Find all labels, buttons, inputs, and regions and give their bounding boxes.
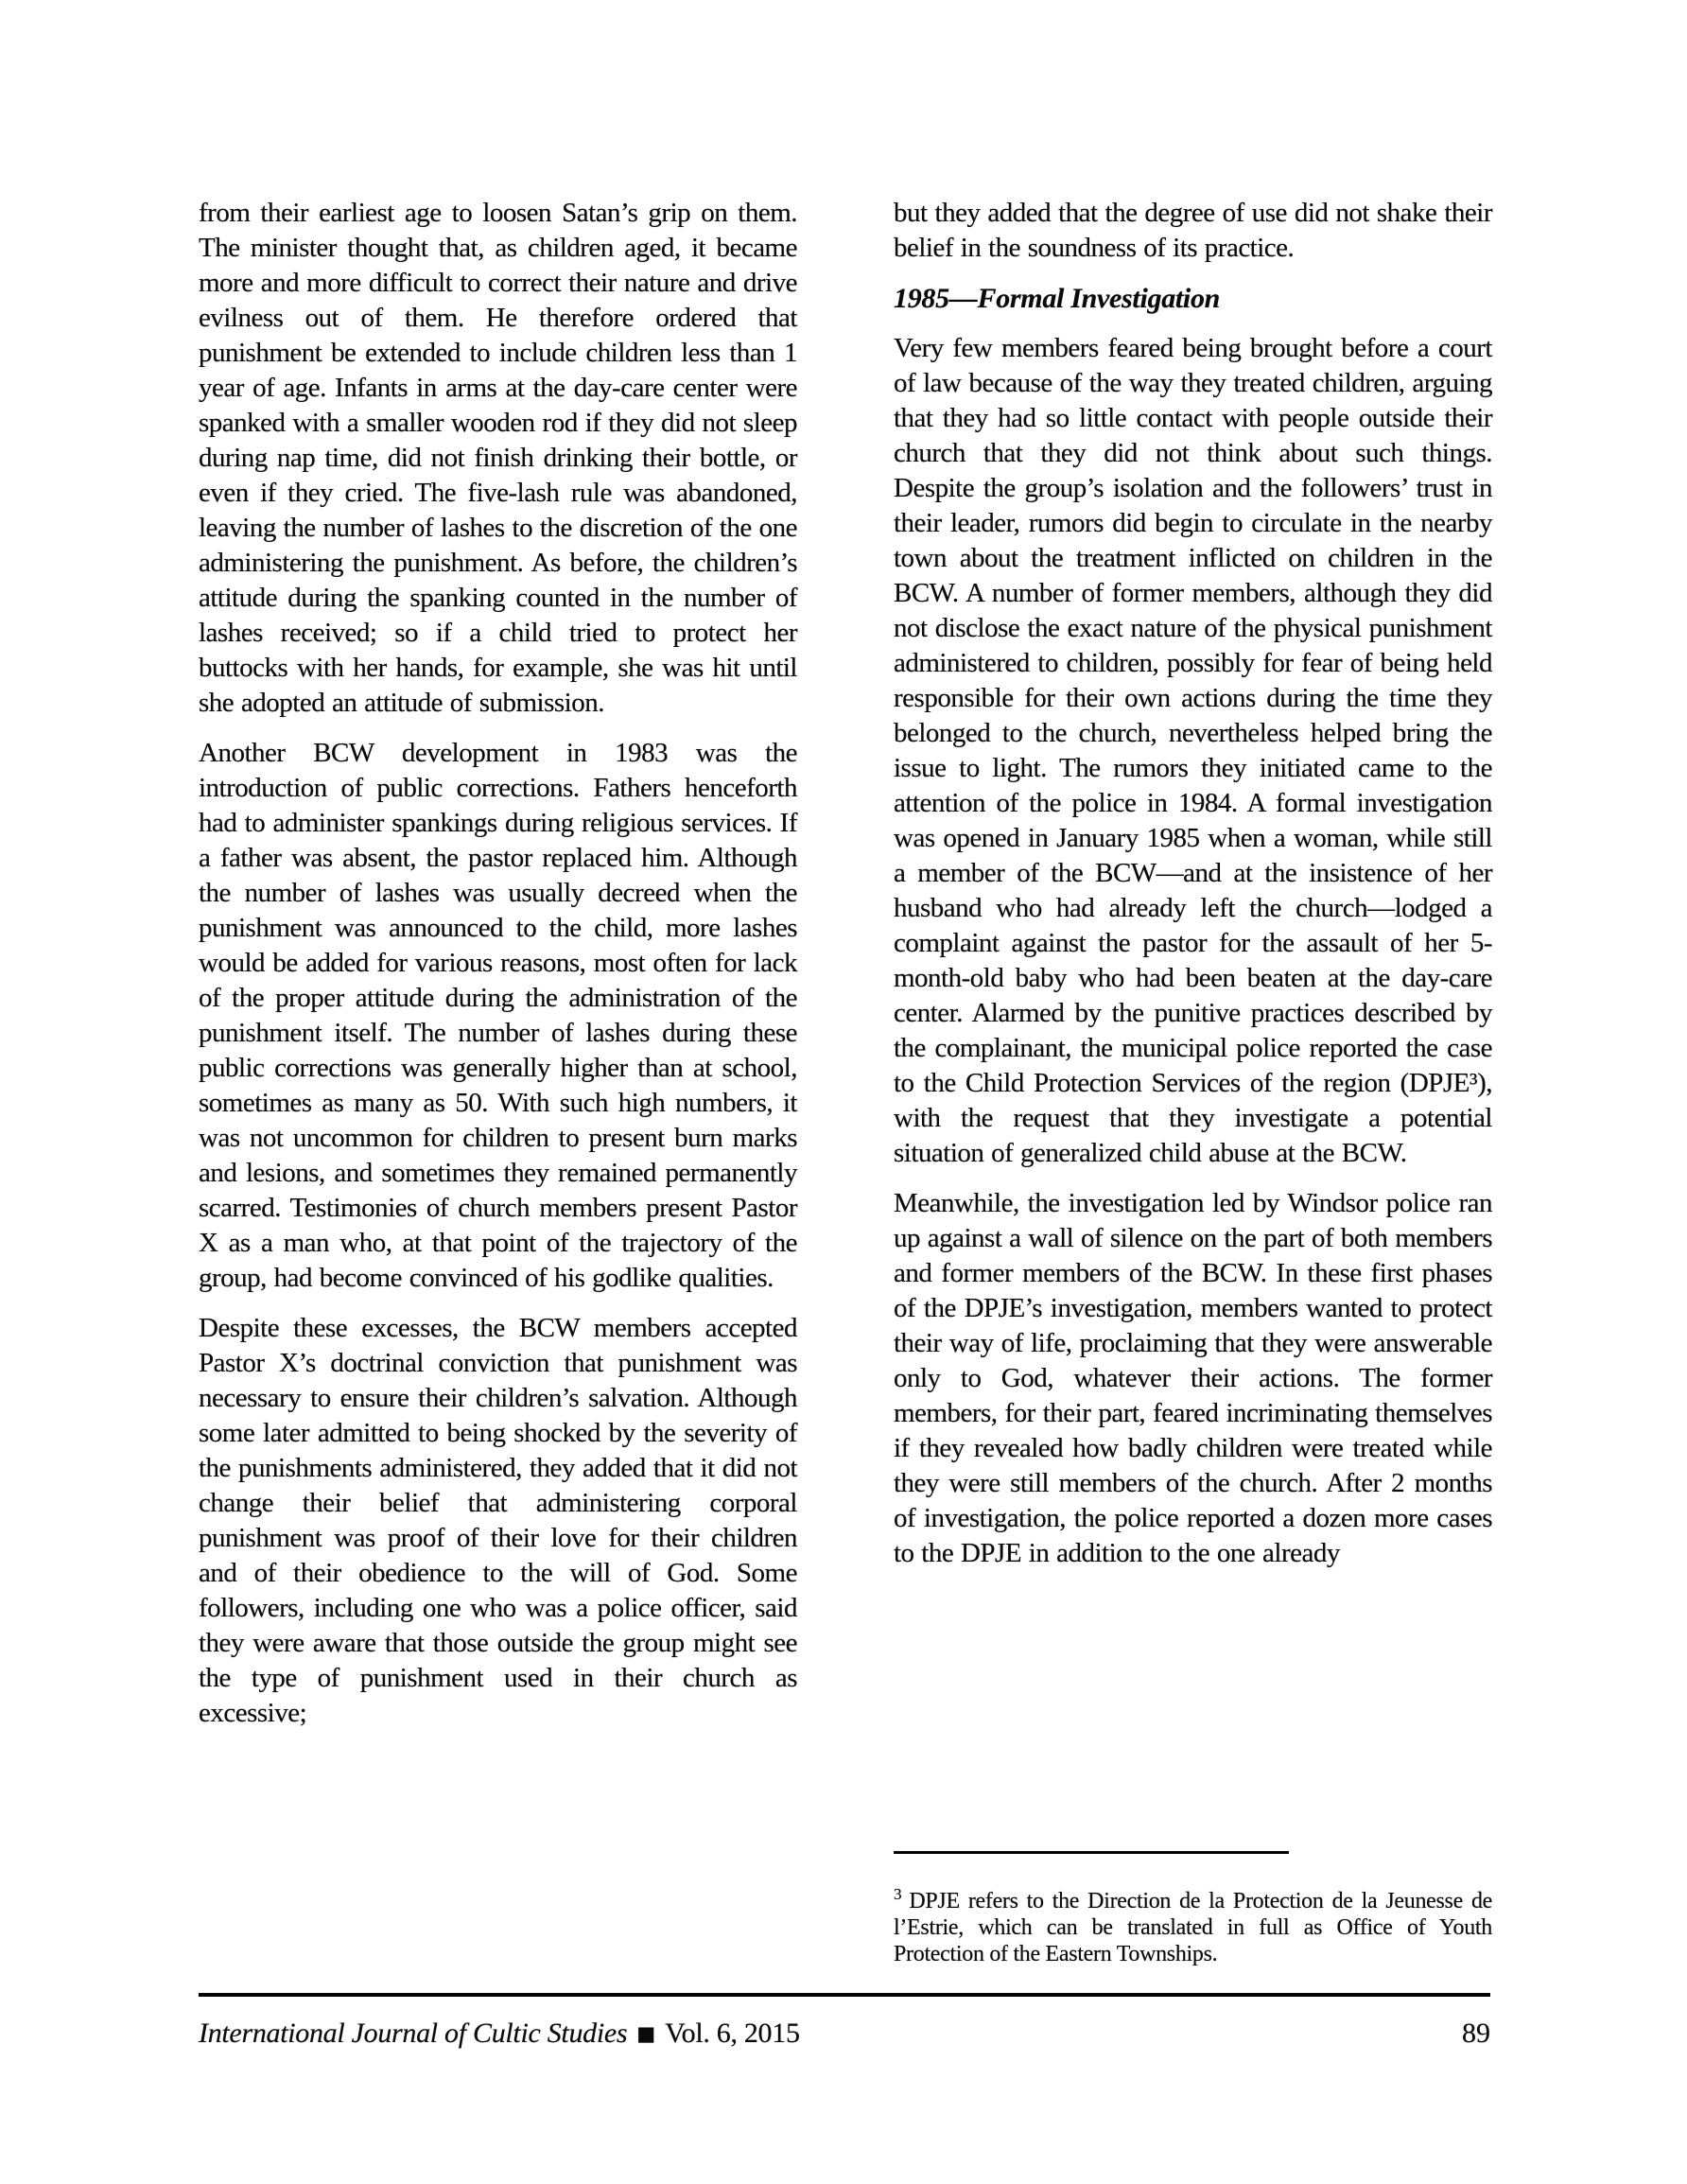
footnote-block (894, 1851, 1492, 1967)
paragraph: from their earliest age to loosen Satan’s grip on them. The minister thought that, as children aged, it became more and more difficult to correct their nature and drive evilness out of them. He therefore ordered that punishment be extended to include children less than 1 year of age. Infants in arms at the day-care center were spanked with a smaller wooden rod if they did not sleep during nap time, did not finish drinking their bottle, or even if they cried. The five-lash rule was abandoned, leaving the number of lashes to the discretion of the one administering the punishment. As before, the children’s attitude during the spanking counted in the number of lashes received; so if a child tried to protect her buttocks with her hands, for example, she was hit until she adopted an attitude of submission. (199, 198, 797, 718)
left-column (199, 196, 797, 1746)
page-number: 89 (1462, 2018, 1490, 2049)
footnote-marker: 3 (894, 1885, 902, 1903)
section-heading: 1985—Formal Investigation (894, 283, 1221, 314)
footer-rule (199, 1993, 1490, 1997)
two-column-text-block (199, 196, 1492, 1746)
journal-title: International Journal of Cultic Studies (199, 2018, 628, 2049)
footnote-separator-rule (894, 1851, 1289, 1854)
square-bullet-icon: ■ (636, 2022, 656, 2045)
paragraph-continuation: but they added that the degree of use did not shake their belief in the soundness of its practice. (894, 198, 1492, 263)
volume-info: Vol. 6, 2015 (665, 2018, 800, 2049)
footer-journal-info (199, 2016, 800, 2052)
paragraph: Another BCW development in 1983 was the introduction of public corrections. Fathers henceforth had to administer spankings during religious services. If a father was absent, the pastor replaced him. Although the number of lashes was usually decreed when the punishment was announced to the child, more lashes would be added for various reasons, most often for lack of the proper attitude during the administration of the punishment itself. The number of lashes during these public corrections was generally higher than at school, sometimes as many as 50. With such high numbers, it was not uncommon for children to present burn marks and lesions, and sometimes they remained permanently scarred. Testimonies of church members present Pastor X as a man who, at that point of the trajectory of the group, had become convinced of his godlike qualities. (199, 738, 797, 1293)
right-column (894, 196, 1492, 1746)
paragraph: Despite these excesses, the BCW members accepted Pastor X’s doctrinal conviction that punishment was necessary to ensure their children’s salvation. Although some later admitted to being shocked by the severity of the punishments administered, they added that it did not change their belief that administering corporal punishment was proof of their love for their children and of their obedience to the will of God. Some followers, including one who was a police officer, said they were aware that those outside the group might see the type of punishment used in their church as excessive; (199, 1313, 797, 1728)
page-footer (199, 2016, 1490, 2052)
footnote-body: DPJE refers to the Direction de la Protection de la Jeunesse de l’Estrie, which can be translated in full as Office of Youth Protection of the Eastern Townships. (894, 1889, 1492, 1966)
paragraph: Very few members feared being brought before a court of law because of the way they treated children, arguing that they had so little contact with people outside their church that they did not think about such things. Despite the group’s isolation and the followers’ trust in their leader, rumors did begin to circulate in the nearby town about the treatment inflicted on children in the BCW. A number of former members, although they did not disclose the exact nature of the physical punishment administered to children, possibly for fear of being held responsible for their own actions during the time they belonged to the church, nevertheless helped bring the issue to light. The rumors they initiated came to the attention of the police in 1984. A formal investigation was opened in January 1985 when a woman, while still a member of the BCW—and at the insistence of her husband who had already left the church—lodged a complaint against the pastor for the assault of her 5-month-old baby who had been beaten at the day-care center. Alarmed by the punitive practices described by the complainant, the municipal police reported the case to the Child Protection Services of the region (DPJE³), with the request that they investigate a potential situation of generalized child abuse at the BCW. (894, 333, 1492, 1168)
paragraph: Meanwhile, the investigation led by Windsor police ran up against a wall of silence on the part of both members and former members of the BCW. In these first phases of the DPJE’s investigation, members wanted to protect their way of life, proclaiming that they were answerable only to God, whatever their actions. The former members, for their part, feared incriminating themselves if they revealed how badly children were treated while they were still members of the church. After 2 months of investigation, the police reported a dozen more cases to the DPJE in addition to the one already (894, 1188, 1492, 1568)
footnote-text (894, 1885, 1492, 1967)
